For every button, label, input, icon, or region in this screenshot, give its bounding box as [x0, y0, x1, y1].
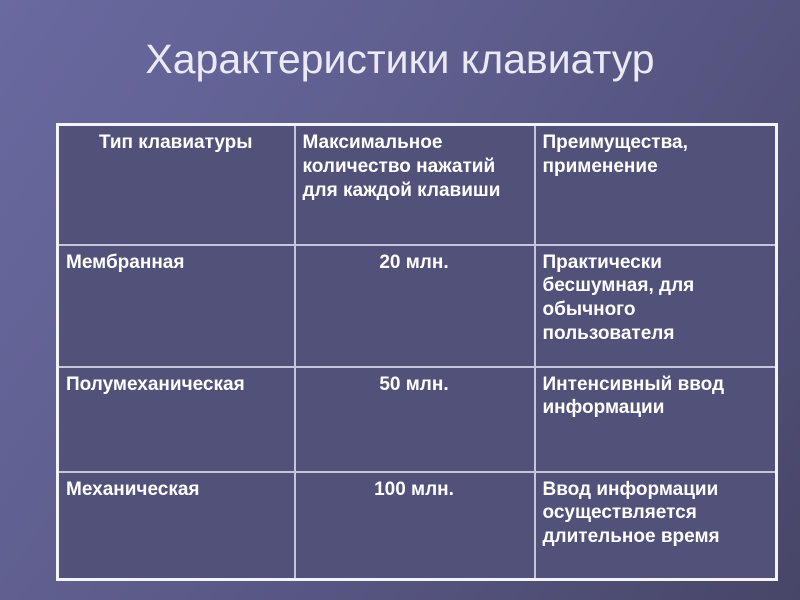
cell-keyboard-type: Мембранная — [58, 245, 295, 367]
header-max-presses: Максимальное количество нажатий для каждой клавиши — [295, 125, 535, 245]
header-advantages: Преимущества, применение — [535, 125, 777, 245]
header-keyboard-type: Тип клавиатуры — [58, 125, 295, 245]
cell-max-presses: 100 млн. — [295, 472, 535, 580]
table-header-row — [58, 125, 777, 245]
cell-max-presses: 20 млн. — [295, 245, 535, 367]
table-row-membrane — [58, 245, 777, 367]
table-row-mechanical — [58, 472, 777, 580]
cell-max-presses: 50 млн. — [295, 367, 535, 472]
slide-title: Характеристики клавиатур — [145, 36, 655, 82]
cell-advantages: Ввод информации осуществляется длительное время — [535, 472, 777, 580]
table-row-semi-mechanical — [58, 367, 777, 472]
keyboard-characteristics-table — [56, 123, 778, 581]
cell-keyboard-type: Полумеханическая — [58, 367, 295, 472]
cell-keyboard-type: Механическая — [58, 472, 295, 580]
cell-advantages: Интенсивный ввод информации — [535, 367, 777, 472]
cell-advantages: Практически бесшумная, для обычного пользователя — [535, 245, 777, 367]
